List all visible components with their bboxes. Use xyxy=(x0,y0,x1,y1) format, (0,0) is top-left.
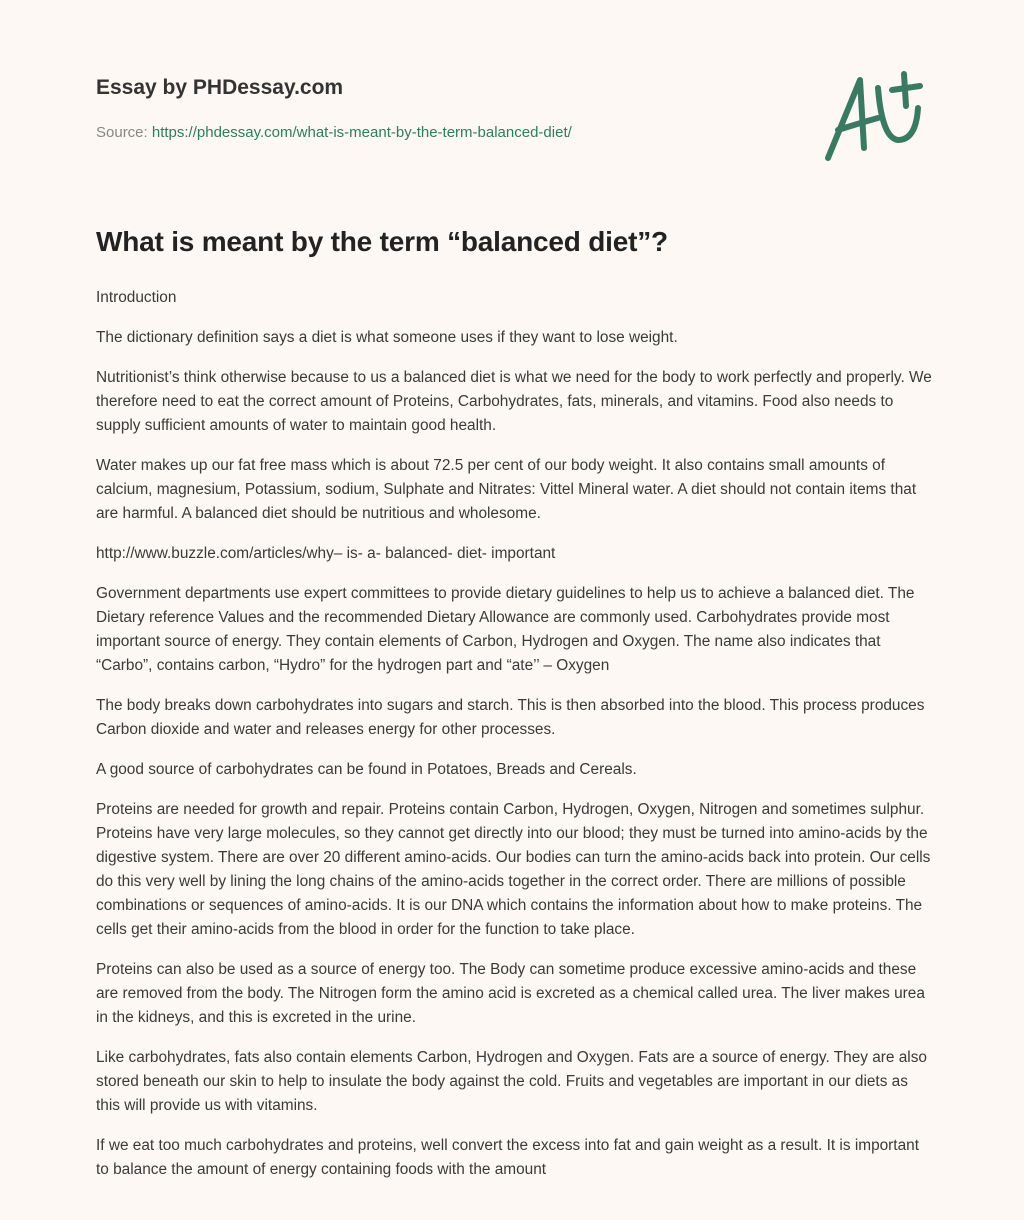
paragraph: Nutritionist’s think otherwise because to us a balanced diet is what we need for the body to work perfectly and properly. We therefore need to eat the correct amount of Proteins, Carbohydrates, fats, minerals, and vitamins. Food also needs to supply sufficient amounts of water to maintain good health. xyxy=(96,369,932,434)
source-line xyxy=(96,124,572,141)
paragraph: Water makes up our fat free mass which is about 72.5 per cent of our body weight. It also contains small amounts of calcium, magnesium, Potassium, sodium, Sulphate and Nitrates: Vittel Mineral water. A diet should not contain items that are harmful. A balanced diet should be nutritious and wholesome. xyxy=(96,457,917,522)
paragraph: Like carbohydrates, fats also contain elements Carbon, Hydrogen and Oxygen. Fats are a source of energy. They are also stored beneath our skin to help to insulate the body against the cold. Fruits and vegetables are important in our diets as this will provide us with vitamins. xyxy=(96,1049,927,1114)
article-body xyxy=(96,286,936,1198)
paragraph: Proteins are needed for growth and repair. Proteins contain Carbon, Hydrogen, Oxygen, Nitrogen and sometimes sulphur. Proteins have very large molecules, so they cannot get directly into our blood; they must be turned into amino-acids by the digestive system. There are over 20 different amino-acids. Our bodies can turn the amino-acids back into protein. Our cells do this very well by lining the long chains of the amino-acids together in the correct order. There are millions of possible combinations or sequences of amino-acids. It is our DNA which contains the information about how to make proteins. The cells get their amino-acids from the blood in order for the function to take place. xyxy=(96,801,931,938)
source-label: Source: xyxy=(96,124,148,141)
article-title: What is meant by the term “balanced diet”? xyxy=(96,226,668,257)
paragraph: A good source of carbohydrates can be found in Potatoes, Breads and Cereals. xyxy=(96,761,637,778)
source-link[interactable]: https://phdessay.com/what-is-meant-by-the-term-balanced-diet/ xyxy=(151,124,572,141)
paragraph: If we eat too much carbohydrates and proteins, well convert the excess into fat and gain weight as a result. It is important to balance the amount of energy containing foods with the amount xyxy=(96,1137,919,1178)
paragraph: Proteins can also be used as a source of energy too. The Body can sometime produce excessive amino-acids and these are removed from the body. The Nitrogen form the amino acid is excreted as a chemical called urea. The liver makes urea in the kidneys, and this is excreted in the urine. xyxy=(96,961,925,1026)
paragraph-intro-heading: Introduction xyxy=(96,289,177,306)
site-brand: Essay by PHDessay.com xyxy=(96,76,344,99)
paragraph: Government departments use expert committees to provide dietary guidelines to help us to achieve a balanced diet. The Dietary reference Values and the recommended Dietary Allowance are commonly used. Carbohydrates provide most important source of energy. They contain elements of Carbon, Hydrogen and Oxygen. The name also indicates that “Carbo”, contains carbon, “Hydro” for the hydrogen part and “ate’’ – Oxygen xyxy=(96,585,915,674)
paragraph-url: http://www.buzzle.com/articles/why– is- a- balanced- diet- important xyxy=(96,545,556,562)
paragraph: The dictionary definition says a diet is what someone uses if they want to lose weight. xyxy=(96,329,678,346)
a-plus-logo-icon xyxy=(820,68,930,168)
paragraph: The body breaks down carbohydrates into sugars and starch. This is then absorbed into the blood. This process produces Carbon dioxide and water and releases energy for other processes. xyxy=(96,697,925,738)
